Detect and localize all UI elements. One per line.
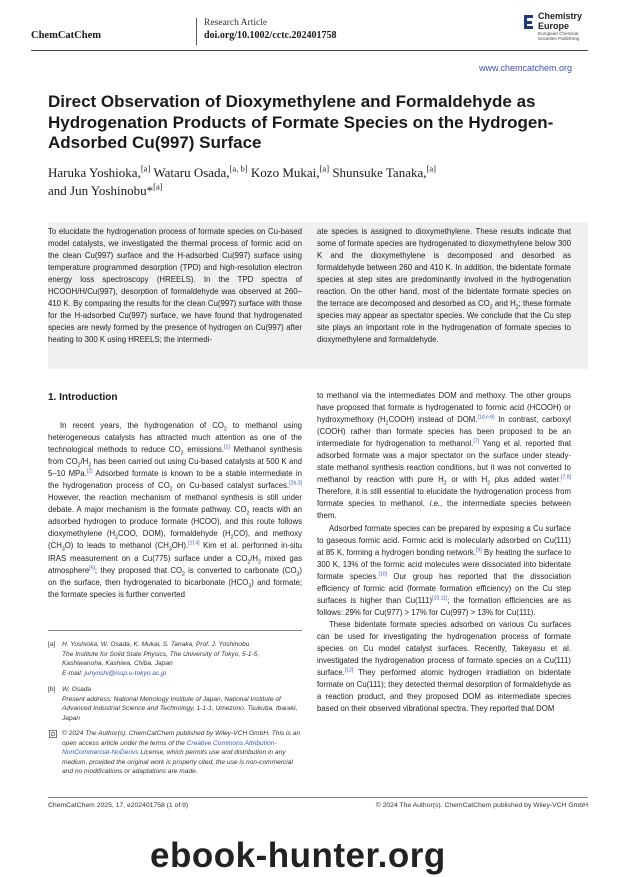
- section-heading: 1. Introduction: [48, 392, 118, 403]
- journal-url[interactable]: www.chemcatchem.org: [478, 63, 572, 73]
- author: Haruka Yoshioka,[a]: [48, 163, 151, 180]
- open-access-icon: [49, 730, 57, 738]
- body-column-right: [317, 390, 571, 715]
- email-link[interactable]: junyoshi@issp.u-tokyo.ac.jp: [84, 669, 167, 677]
- doi-link[interactable]: doi.org/10.1002/cctc.202401758: [204, 30, 337, 41]
- author-list: [48, 164, 588, 199]
- footnote-affiliation-a: [a] H. Yoshioka, W. Osada, K. Mukai, S. Tanaka, Prof. J. Yoshinobu The Institute for Solid State Physics, The University of Tokyo, 5-1-5, Kashiwanoha, Kashiwa, Chiba, Japan E-mail: junyoshi@issp.u-tokyo.ac.jp: [48, 641, 260, 677]
- author: Shunsuke Tanaka,[a]: [332, 163, 437, 180]
- logo-icon: [522, 14, 535, 30]
- paragraph: In recent years, the hydrogenation of $CO_2$ to methanol using heterogeneous catalysts has attracted much attention as one of the technological methods to reduce $CO_2$ emissions.[1] Methanol synthesis from $CO_2/H_2$ has been carried out using Cu-based catalysts at 500 K and 5–10 MPa.[2] Adsorbed formate is known to be a stable intermediate in the hydrogenation process of $CO_2$ on Cu-based catalyst surfaces.[2b,3] However, the reaction mechanism of methanol synthesis is still under debate. A major mechanism is the formate pathway. $CO_2$ reacts with an adsorbed hydrogen to produce formate (HCOO), and this route follows dioxymethylene ($H_2COO$, DOM), formaldehyde $(H_2CO)$, and methoxy $(CH_3O)$ to leads to methanol $(CH_3OH).[1f,4]$ Kim et al. performed in-situ IRAS measurement on a Cu(775) surface under a $CO_2/H_2$ mixed gas atmosphere[5]; they proposed that $CO_2$ is converted to carbonate $(CO_3)$ on the surface, then hydrogenated to bicarbonate $(HCO_3)$ and formate; the formate species is further converted: [48, 421, 303, 599]
- article-type: Research Article: [204, 18, 268, 28]
- body-column-left: [48, 420, 302, 601]
- footer-citation: ChemCatChem 2025, 17, e202401758 (1 of 9): [48, 802, 189, 809]
- article-title: Direct Observation of Dioxymethylene and Formaldehyde as Hydrogenation Products of Formate Species on the Hydrogen-Adsorbed Cu(997) Surface: [48, 92, 554, 152]
- abstract-column-left: To elucidate the hydrogenation process of formate species on Cu-based model catalysts, we investigated the thermal process of formic acid on the clean Cu(997) surface and the H-adsorbed Cu(997) surface using temperature programmed desorption (TPD) and high-resolution electron energy loss spectroscopy (HREELS). In the TPD spectra of HCOOH/H/Cu(997), desorption of formaldehyde was observed at 260–410 K. By comparing the results for the clean Cu(997) surface with those for the H-adsorbed Cu(997) surface, we have found that hydrogenated species are newly formed by the presence of hydrogen on Cu(997) after heating to 300 K using HREELS; the intermedi-: [48, 227, 302, 345]
- logo-subtitle: European Chemical Societies Publishing: [538, 31, 580, 41]
- header-divider: [196, 18, 197, 45]
- license-link[interactable]: Creative Commons Attribution-NonCommercial-NoDerivs: [62, 739, 277, 757]
- chemistry-europe-logo: [522, 12, 592, 46]
- author: Kozo Mukai,[a]: [250, 163, 330, 180]
- footer-rule: [48, 797, 588, 798]
- watermark: ebook-hunter.org: [150, 836, 446, 875]
- paragraph: to methanol via the intermediates DOM and methoxy. The other groups have proposed that formate is hydrogenated to formic acid (HCOOH) or hydroxymethoxy $(H_2COOH)$ instead of DOM.[1d,e,6] In contrast, carboxyl (COOH) rather than formate species has been proposed to be an intermediate for hydrogenation to methanol.[7] Yang et al. reported that adsorbed formate was a major spectator on the surface under steady-state methanol synthesis reaction conditions, but it was not converted to methanol by reaction with pure $H_2$ or with $H_2$ plus added water.[7,8] Therefore, it is still essential to elucidate the hydrogenation process from formate species to methanol, i.e., the intermediate species between them.: [317, 391, 571, 521]
- footnote-affiliation-b: [b] W. Osada Present address: National Metrology Institute of Japan, National Institute of Advanced Industrial Science and Technology, 1-1-1, Umezono, Tsukuba, Ibaraki, Japan: [48, 686, 298, 722]
- footnote-rule: [48, 630, 302, 631]
- paragraph: Adsorbed formate species can be prepared by exposing a Cu surface to gaseous formic acid. Formic acid is molecularly adsorbed on Cu(111) at 85 K, forming a hydrogen bonding network.[9] By heating the surface to 300 K, 13% of the formic acid molecules were dissociated into bidentate formate species.[10] Our group has reported that the dissociation efficiency of formic acid (formate formation efficiency) on the Cu step surfaces is higher than Cu(111)[10,11]; the formation efficiencies are as follows: 29% for Cu(977) > 17% for Cu(997) > 13% for Cu(111).: [317, 523, 571, 617]
- author: Wataru Osada,[a, b]: [153, 163, 248, 180]
- abstract-column-right: ate species is assigned to dioxymethylene. These results indicate that some of formate species are hydrogenated to dioxymethylene below 300 K and the dioxymethylene is decomposed and desorbed as formaldehyde between 260 and 410 K. In addition, the bidentate formate species at step sites are predominantly involved in the hydrogenation reaction. On the other hand, most of the bidentate formate species on the terrace are decomposed and desorbed as $CO_2$ and $H_2$; these formate species may appear as spectator species. We conclude that the Cu step site plays an important role in the hydrogenation of formate species to dioxymethylene and formaldehyde.: [317, 227, 571, 345]
- footer-copyright: © 2024 The Author(s). ChemCatChem published by Wiley-VCH GmbH: [375, 802, 588, 809]
- author: and Jun Yoshinobu*[a]: [48, 181, 163, 198]
- abstract: [48, 222, 588, 369]
- journal-name: ChemCatChem: [31, 30, 101, 41]
- header-rule: [31, 50, 588, 51]
- logo-name: Chemistry Europe: [538, 11, 583, 31]
- paragraph: These bidentate formate species adsorbed on various Cu surfaces can be used for investigating the hydrogenation process of formate species on Cu model catalyst surfaces. Recently, Takeyasu et al. investigated the hydrogenation process of formate species on a Cu(111) surface.[12] They performed atomic hydrogen irradiation on bidentate formate on Cu(111); they detected thermal desorption of formaldehyde as a reaction product, and they proposed DOM as intermediate species based on their observed vibrational spectra. They reported that DOM: [317, 619, 571, 714]
- footnote-license: © 2024 The Author(s). ChemCatChem published by Wiley-VCH GmbH. This is an open access article under the terms of the Creative Commons Attribution-NonCommercial-NoDerivs License, which permits use and distribution in any medium, provided the original work is properly cited, the use is non-commercial and no modifications or adaptations are made.: [48, 729, 302, 777]
